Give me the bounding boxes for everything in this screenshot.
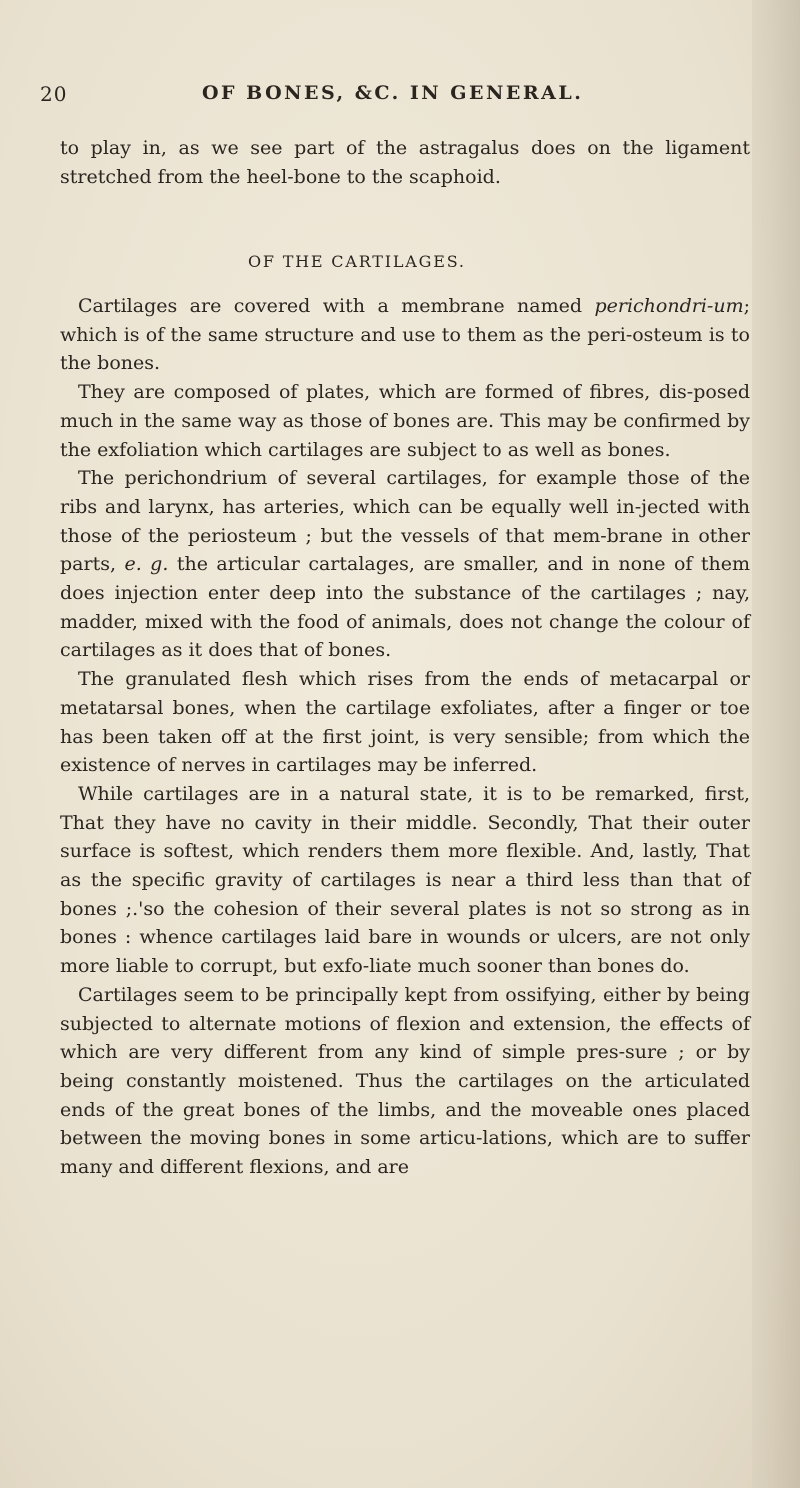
paragraph-perichondrium (60, 292, 750, 378)
paragraph-vessels (60, 464, 750, 665)
opening-text (60, 134, 750, 191)
paragraph-ossifying: Cartilages seem to be principally kept from ossifying, either by being subjected to alternate motions of flexion and extension, the effects of which are very different from any kind of simple pres-sure ; or by being constantly moistened. Thus the cartilages on the articulated ends of the great bones of the limbs, and the moveable ones placed between the moving bones in some articu-lations, which are to suffer many and different flexions, and are (60, 983, 750, 1179)
opening-paragraph: to play in, as we see part of the astragalus does on the ligament stretched from the heel-bone to the scaphoid. (60, 137, 750, 188)
paragraph-composition: They are composed of plates, which are formed of fibres, dis-posed much in the same way as those of bones are. This may be confirmed by the exfoliation which cartilages are subject to as well as bones. (60, 381, 750, 461)
paragraph-nerves: The granulated flesh which rises from the ends of metacarpal or metatarsal bones, when the cartilage exfoliates, after a finger or toe has been taken off at the first joint, is very sensible; from which the existence of nerves in cartilages may be inferred. (60, 668, 750, 777)
italic-term: e. g. (124, 553, 169, 576)
italic-term: perichondri-um (594, 295, 744, 317)
paragraph-text: The perichondrium of several cartilages, for example those of the ribs and larynx, has arteries, which can be equally well in-jected with those of the periosteum ; but the vessels of that mem-brane in other parts, (60, 467, 750, 576)
paragraph-natural-state: While cartilages are in a natural state, it is to be remarked, first, That they have no cavity in their middle. Secondly, That their outer surface is softest, which renders them more flexible. And, lastly, That as the specific gravity of cartilages is near a third less than that of bones ;.'so the cohesion of their several plates is not so strong as in bones : whence cartilages laid bare in wounds or ulcers, are not only more liable to corrupt, but exfo-liate much sooner than bones do. (60, 782, 750, 978)
page-number: 20 (40, 82, 68, 106)
section-title: OF THE CARTILAGES. (248, 252, 466, 271)
section-body (60, 292, 750, 1182)
running-head: OF BONES, &C. IN GENERAL. (202, 82, 584, 104)
paragraph-text: ; which is of the same structure and use to them as the peri-osteum is to the bones. (60, 295, 750, 375)
page-header (40, 82, 740, 112)
paragraph-text: Cartilages are covered with a membrane named (78, 295, 595, 317)
page-edge (752, 0, 800, 1488)
paragraph-text: the articular cartalages, are smaller, and in none of them does injection enter deep into the substance of the cartilages ; nay, madder, mixed with the food of animals, does not change the colour of cartilages as it does that of bones. (60, 553, 750, 662)
